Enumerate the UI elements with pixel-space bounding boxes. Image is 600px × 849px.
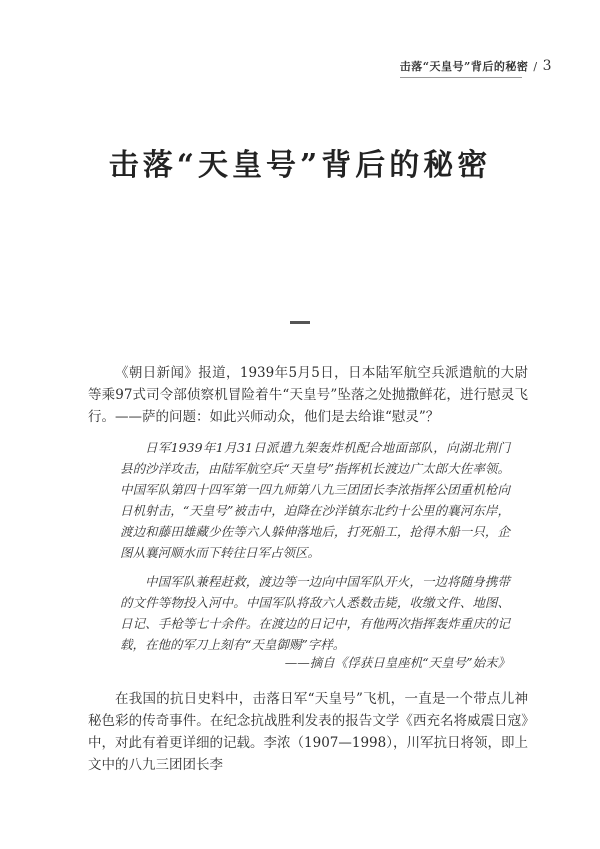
section-ornament	[290, 321, 310, 324]
running-head-rule	[400, 77, 522, 78]
running-head	[400, 58, 552, 74]
body-paragraph-2: 在我国的抗日史料中，击落日军“天皇号”飞机，一直是一个带点儿神秘色彩的传奇事件。在纪念抗战胜利发表的报告文学《西充名将威震日寇》中，对此有着更详细的记载。李浓（1907—1998），川军抗日将领，即上文中的八九三团团长李	[88, 691, 528, 773]
quote-paragraph-2: 中国军队兼程赶救，渡边等一边向中国军队开火，一边将随身携带的文件等物投入河中。中国军队将敌六人悉数击毙，收缴文件、地图、日记、手枪等七十余件。在渡边的日记中，有他两次指挥轰炸重庆的记载，在他的军刀上刻有“天皇御赐”字样。	[120, 574, 510, 652]
body-paragraph-1: 《朝日新闻》报道，1939年5月5日，日本陆军航空兵派遣航的大尉等乘97式司令部侦察机冒险着牛“天皇号”坠落之处抛撒鲜花，进行慰灵飞行。——萨的问题：如此兴师动众，他们是去给谁“慰灵”？	[88, 365, 528, 425]
chapter-title: 击落“天皇号”背后的秘密	[108, 148, 492, 183]
quote-paragraph-1: 日军1939年1月31日派遣九架轰炸机配合地面部队，向湖北荆门县的沙洋攻击，由陆军航空兵“天皇号”指挥机长渡边广太郎大佐率领。中国军队第四十四军第一四九师第八九三团团长李浓指挥公团重机枪向日机射击，“天皇号”被击中，迫降在沙洋镇东北约十公里的襄河东岸，渡边和藤田雄藏少佐等六人躲伸落地后，打死船工，抢得木船一只，企图从襄河顺水而下转往日军占领区。	[120, 440, 510, 560]
running-head-separator: /	[533, 60, 538, 73]
page-number: 3	[542, 58, 552, 74]
running-head-title: 击落“天皇号”背后的秘密	[399, 60, 529, 73]
quote-source: ——摘自《俘获日皇座机“天皇号”始末》	[284, 655, 510, 670]
